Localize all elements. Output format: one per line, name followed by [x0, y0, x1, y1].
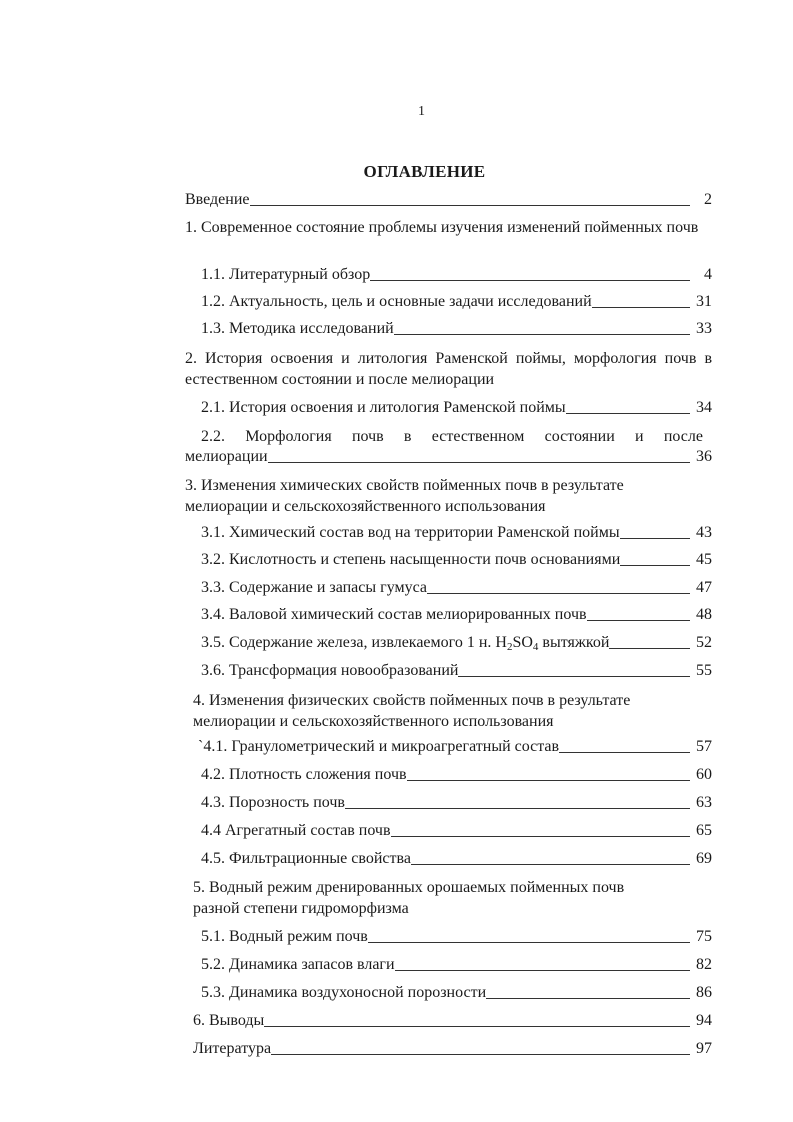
leader-line [609, 648, 690, 649]
toc-label: 3.6. Трансформация новообразований [201, 662, 459, 679]
leader-line [268, 462, 690, 463]
toc-label: 1.1. Литературный обзор [201, 266, 371, 283]
toc-page: 34 [696, 399, 712, 416]
toc-label: 5.3. Динамика воздухоносной порозности [201, 984, 487, 1001]
toc-page: 97 [696, 1040, 712, 1057]
toc-label [201, 633, 609, 653]
leader-line [411, 864, 690, 865]
toc-page: 65 [696, 822, 712, 839]
leader-line [566, 413, 690, 414]
toc-label: 3.2. Кислотность и степень насыщенности почв основаниями [201, 551, 621, 568]
toc-entry-2-2-line1[interactable]: 2.2. Морфология почв в естественном состоянии и после [201, 428, 703, 445]
toc-entry-3-4[interactable] [201, 605, 712, 625]
toc-label: 4.4 Агрегатный состав почв [201, 822, 391, 839]
toc-label: 1.2. Актуальность, цель и основные задачи исследований [201, 293, 592, 310]
leader-line [620, 538, 690, 539]
toc-entry-3-6[interactable] [201, 661, 712, 681]
leader-line [486, 998, 690, 999]
toc-page: 86 [696, 984, 712, 1001]
toc-page: 63 [696, 794, 712, 811]
toc-chapter-1[interactable]: 1. Современное состояние проблемы изучения изменений пойменных почв [185, 219, 699, 236]
toc-label: 3.4. Валовой химический состав мелиорированных почв [201, 606, 587, 623]
toc-chapter-4[interactable]: 4. Изменения физических свойств пойменных почв в результате мелиорации и сельскохозяйственного использования [193, 692, 631, 730]
leader-line [391, 836, 690, 837]
toc-entry-conclusions[interactable] [193, 1011, 712, 1031]
toc-label: 3.3. Содержание и запасы гумуса [201, 579, 427, 596]
toc-entry-4-3[interactable] [201, 793, 712, 813]
leader-line [587, 620, 690, 621]
toc-page: 60 [696, 766, 712, 783]
toc-label: мелиорации [185, 448, 268, 465]
toc-entry-5-2[interactable] [201, 955, 712, 975]
toc-entry-1-2[interactable] [201, 292, 712, 312]
toc-label: 5.1. Водный режим почв [201, 928, 368, 945]
toc-page: 48 [696, 606, 712, 623]
leader-line [395, 970, 690, 971]
toc-entry-2-1[interactable] [201, 398, 712, 418]
leader-line [407, 780, 690, 781]
toc-entry-4-5[interactable] [201, 849, 712, 869]
toc-label: 5.2. Динамика запасов влаги [201, 956, 395, 973]
leader-line [592, 307, 690, 308]
leader-line [250, 205, 691, 206]
toc-page: 82 [696, 956, 712, 973]
toc-label: 4.5. Фильтрационные свойства [201, 850, 411, 867]
toc-page: 55 [696, 662, 712, 679]
toc-page: 57 [696, 738, 712, 755]
subscript: 2 [506, 641, 513, 653]
toc-page: 36 [696, 448, 712, 465]
toc-page: 4 [704, 266, 712, 283]
toc-chapter-3[interactable]: 3. Изменения химических свойств пойменных почв в результате мелиорации и сельскохозяйственного использования [185, 477, 624, 515]
leader-line [394, 334, 690, 335]
toc-page: 69 [696, 850, 712, 867]
toc-entry-4-2[interactable] [201, 765, 712, 785]
toc-page: 47 [696, 579, 712, 596]
toc-label: 3.1. Химический состав вод на территории Раменской поймы [201, 524, 620, 541]
leader-line [370, 280, 690, 281]
toc-entry-intro[interactable] [185, 190, 712, 210]
toc-entry-5-1[interactable] [201, 927, 712, 947]
toc-chapter-5[interactable]: 5. Водный режим дренированных орошаемых пойменных почв разной степени гидроморфизма [193, 879, 625, 917]
toc-entry-4-1[interactable] [198, 737, 712, 757]
toc-entry-3-2[interactable] [201, 550, 712, 570]
subscript: 4 [532, 641, 539, 653]
toc-entry-3-3[interactable] [201, 578, 712, 598]
toc-label: Введение [185, 191, 250, 208]
label-text: 3.5. Содержание железа, извлекаемого 1 н. H [201, 634, 507, 651]
page-number: 1 [418, 104, 425, 119]
toc-entry-1-1[interactable] [201, 265, 712, 285]
leader-line [458, 676, 690, 677]
page-title: ОГЛАВЛЕНИЕ [363, 162, 486, 181]
toc-page: 2 [704, 191, 712, 208]
toc-page: 33 [696, 320, 712, 337]
leader-line [271, 1054, 690, 1055]
label-text: SO [512, 634, 533, 651]
toc-entry-2-2[interactable] [185, 447, 712, 467]
toc-page: 43 [696, 524, 712, 541]
leader-line [427, 593, 690, 594]
toc-label: `4.1. Гранулометрический и микроагрегатный состав [198, 738, 560, 755]
toc-entry-4-4[interactable] [201, 821, 712, 841]
toc-label: 6. Выводы [193, 1012, 265, 1029]
toc-entry-literature[interactable] [193, 1039, 712, 1059]
leader-line [620, 565, 690, 566]
toc-label: 2.1. История освоения и литология Раменской поймы [201, 399, 566, 416]
toc-label: 1.3. Методика исследований [201, 320, 394, 337]
toc-entry-3-5[interactable] [201, 633, 712, 653]
toc-page: 31 [696, 293, 712, 310]
toc-chapter-2[interactable]: 2. История освоения и литология Раменской поймы, морфология почв в естественном состоянии и после мелиорации [185, 350, 712, 388]
toc-label: 4.3. Порозность почв [201, 794, 345, 811]
toc-label: 4.2. Плотность сложения почв [201, 766, 407, 783]
toc-page: 94 [696, 1012, 712, 1029]
toc-entry-3-1[interactable] [201, 523, 712, 543]
toc-page: 75 [696, 928, 712, 945]
leader-line [345, 808, 690, 809]
leader-line [559, 752, 690, 753]
toc-page: 52 [696, 634, 712, 651]
toc-entry-1-3[interactable] [201, 319, 712, 339]
toc-page: 45 [696, 551, 712, 568]
leader-line [264, 1026, 690, 1027]
toc-entry-5-3[interactable] [201, 983, 712, 1003]
toc-label: Литература [193, 1040, 272, 1057]
leader-line [368, 942, 690, 943]
label-text: вытяжкой [538, 634, 610, 651]
